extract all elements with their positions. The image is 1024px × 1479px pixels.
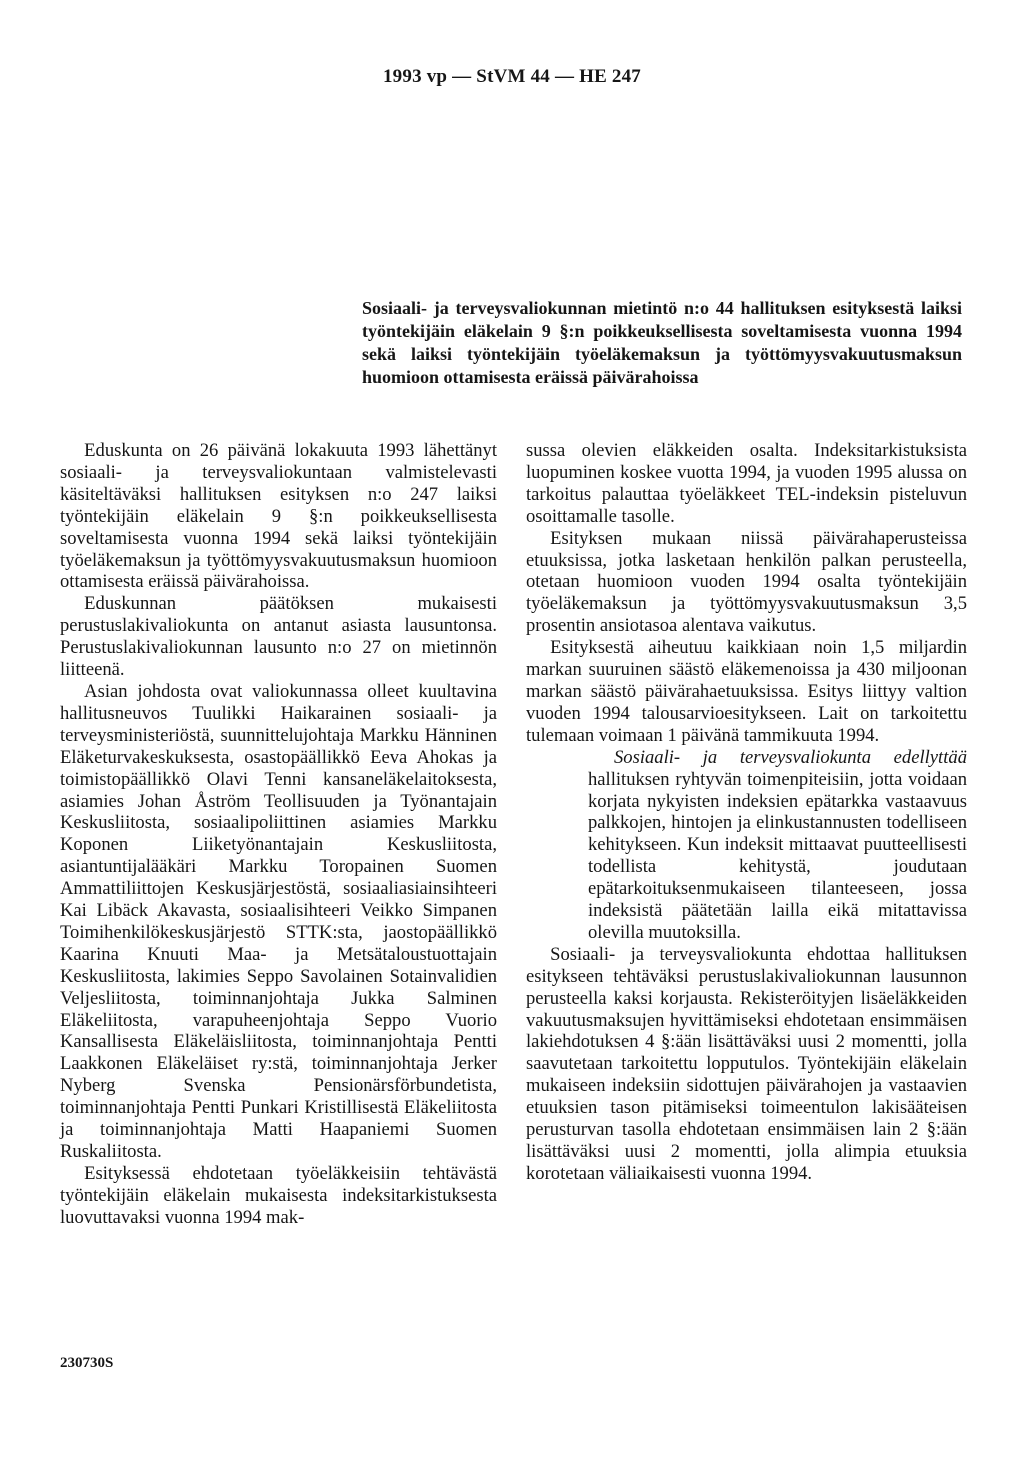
running-header: 1993 vp — StVM 44 — HE 247 (382, 66, 642, 87)
document-title: Sosiaali- ja terveysvaliokunnan mietintö n:o 44 hallituksen esityksestä laiksi työntekijäin eläkelain 9 §:n poikkeuksellisesta soveltamisesta vuonna 1994 sekä laiksi työntekijäin työeläkemaksun ja työttömyysvakuutusmaksun huomioon ottamisesta eräissä päivärahoissa (362, 298, 962, 387)
print-code: 230730S (60, 1355, 114, 1371)
left-column (60, 440, 497, 1229)
paragraph-proposal-continued: sussa olevien eläkkeiden osalta. Indeksitarkistuksista luopuminen koskee vuotta 1994, ja vuoden 1995 alussa on tarkoitus palauttaa työeläkkeet TEL-indeksin pisteluvun osoittamalle tasolle. (526, 440, 967, 527)
paragraph-constitutional-committee: Eduskunnan päätöksen mukaisesti perustuslakivaliokunta on antanut asiasta lausuntonsa. Perustuslakivaliokunnan lausunto n:o 27 on mietinnön liitteenä. (60, 593, 497, 681)
paragraph-referral: Eduskunta on 26 päivänä lokakuuta 1993 lähettänyt sosiaali- ja terveysvaliokuntaan valmistelevasti käsiteltäväksi hallituksen esityksen n:o 247 laiksi työntekijäin eläkelain 9 §:n poikkeuksellisesta soveltamisesta vuonna 1994 sekä laiksi työntekijäin työeläkemaksun ja työttömyysvakuutusmaksun huomioon ottamisesta eräissä päivärahoissa. (60, 440, 497, 593)
paragraph-corrections: Sosiaali- ja terveysvaliokunta ehdottaa hallituksen esitykseen tehtäväksi perustuslakivaliokunnan lausunnon perusteella kaksi korjausta. Rekisteröityjen lisäeläkkeiden vakuutusmaksujen hyvittämiseksi ehdotetaan ensimmäisen lakiehdotuksen 4 §:ään lisättäväksi uusi 2 momentti, jolla saavutetaan tarkoitettu lopputulos. Työntekijäin eläkelain mukaiseen indeksiin sidottujen päivärahojen ja vastaavien etuuksien tason pitämiseksi toimeentulon lakisääteisen perusturvan tasolla ehdotetaan ensimmäisen lain 2 §:ään lisättäväksi uusi 2 momentti, jolla alimpia etuuksia korotetaan väliaikaisesti vuonna 1994. (526, 943, 967, 1184)
committee-statement-italic: Sosiaali- ja terveysvaliokunta edellyttää (614, 746, 967, 768)
paragraph-experts-heard: Asian johdosta ovat valiokunnassa olleet kuultavina hallitusneuvos Tuulikki Haikarainen sosiaali- ja terveysministeriöstä, suunnittelujohtaja Markku Hänninen Eläketurvakeskuksesta, osastopäällikkö Eeva Ahokas ja toimistopäällikkö Olavi Tenni kansaneläkelaitoksesta, asiamies Johan Åström Teollisuuden ja Työnantajain Keskusliitosta, sosiaalipoliittinen asiamies Markku Koponen Liiketyönantajain Keskusliitosta, asiantuntijalääkäri Markku Toropainen Suomen Ammattiliittojen Keskusjärjestöstä, sosiaaliasiainsihteeri Kai Libäck Akavasta, sosiaalisihteeri Veikko Simpanen Toimihenkilökeskusjärjestö STTK:sta, jaostopäällikkö Kaarina Knuuti Maa- ja Metsätaloustuottajain Keskusliitosta, lakimies Seppo Savolainen Sotainvalidien Veljesliitosta, toiminnanjohtaja Jukka Salminen Eläkeliitosta, varapuheenjohtaja Seppo Vuorio Kansallisesta Eläkeläisliitosta, toiminnanjohtaja Pentti Laakkonen Eläkeläiset ry:stä, toiminnanjohtaja Jerker Nyberg Svenska Pensionärsförbundetista, toiminnanjohtaja Pentti Punkari Kristillisestä Eläkeliitosta ja toiminnanjohtaja Matti Haapaniemi Suomen Ruskaliitosta. (60, 680, 497, 1162)
paragraph-daily-allowance: Esityksen mukaan niissä päivärahaperusteissa etuuksissa, jotka lasketaan henkilön palkan perusteella, otetaan huomioon vuoden 1994 osalta työntekijäin työeläkemaksun ja työttömyysvakuutusmaksun 3,5 prosentin ansiotasoa alentava vaikutus. (526, 527, 967, 637)
paragraph-proposal-start: Esityksessä ehdotetaan työeläkkeisiin tehtävästä työntekijäin eläkelain mukaisesta indeksitarkistuksesta luovuttavaksi vuonna 1994 mak- (60, 1162, 497, 1228)
committee-statement (588, 747, 967, 944)
paragraph-savings: Esityksestä aiheutuu kaikkiaan noin 1,5 miljardin markan suuruinen säästö eläkemenoissa ja 430 miljoonan markan säästö päivärahaetuuksissa. Esitys liittyy valtion vuoden 1994 talousarvioesitykseen. Lait on tarkoitettu tulemaan voimaan 1 päivänä tammikuuta 1994. (526, 637, 967, 746)
right-column (526, 440, 967, 1185)
committee-statement-text: hallituksen ryhtyvän toimenpiteisiin, jotta voidaan korjata nykyisten indeksien epätarkka vastaavuus palkkojen, hintojen ja elinkustannusten todelliseen kehitykseen. Kun indeksit mittaavat puutteellisesti todellista kehitystä, joudutaan epätarkoituksenmukaiseen tilanteeseen, jossa indeksistä päätetään lailla eikä mitattavissa olevilla muutoksilla. (588, 768, 967, 943)
